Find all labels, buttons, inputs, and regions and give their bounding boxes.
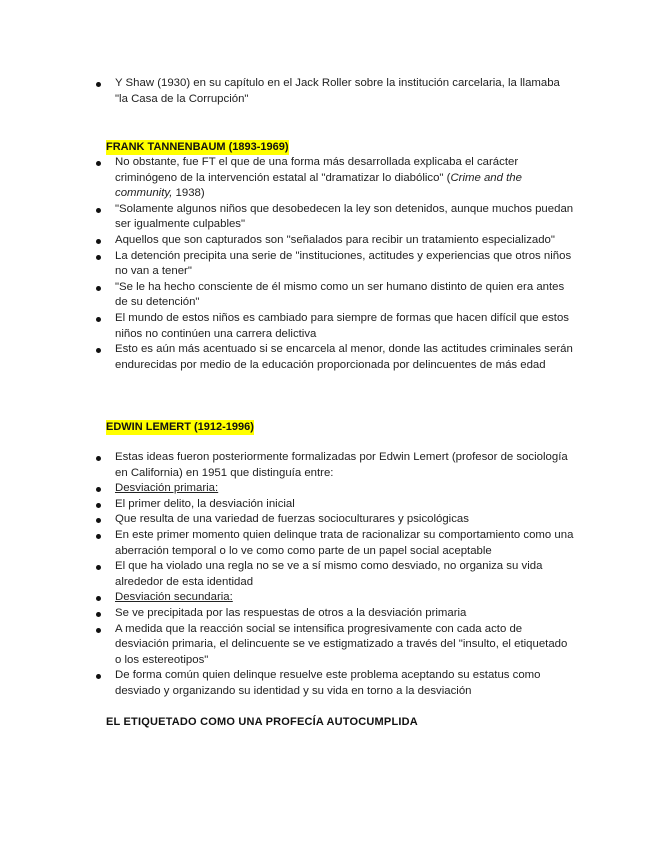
- list-item: No obstante, fue FT el que de una forma más desarrollada explicaba el carácter criminógeno de la intervención estatal al "dramatizar lo diabólico" (Crime and the community, 1938): [95, 155, 575, 202]
- bullet-icon: [96, 239, 101, 244]
- list-item: "Se le ha hecho consciente de él mismo como un ser humano distinto de quien era antes de su detención": [95, 280, 575, 311]
- bullet-icon: [96, 674, 101, 679]
- lemert-list: [95, 450, 575, 700]
- list-item: La detención precipita una serie de "instituciones, actitudes y experiencias que otros niños no van a tener": [95, 249, 575, 280]
- intro-list: [95, 76, 575, 107]
- bullet-icon: [96, 255, 101, 260]
- bullet-icon: [96, 208, 101, 213]
- list-item: Se ve precipitada por las respuestas de otros a la desviación primaria: [95, 606, 575, 622]
- list-item: De forma común quien delinque resuelve este problema aceptando su estatus como desviado y organizando su identidad y su vida en torno a la desviación: [95, 668, 575, 699]
- subheading-primary-deviance: Desviación primaria:: [115, 482, 219, 495]
- list-item: [95, 481, 575, 497]
- bullet-icon: [96, 161, 101, 166]
- section-heading-tannenbaum: FRANK TANNENBAUM (1893-1969): [106, 141, 289, 153]
- list-item: "Solamente algunos niños que desobedecen la ley son detenidos, aunque muchos puedan ser igualmente culpables": [95, 202, 575, 233]
- bullet-icon: [96, 348, 101, 353]
- bullet-icon: [96, 456, 101, 461]
- list-item: Que resulta de una variedad de fuerzas socioculturares y psicológicas: [95, 512, 575, 528]
- list-item: El que ha violado una regla no se ve a sí mismo como desviado, no organiza su vida alrededor de esta identidad: [95, 559, 575, 590]
- section-heading-profecia: EL ETIQUETADO COMO UNA PROFECÍA AUTOCUMPLIDA: [106, 716, 418, 728]
- list-item: El primer delito, la desviación inicial: [95, 497, 575, 513]
- bullet-icon: [96, 518, 101, 523]
- list-item: Y Shaw (1930) en su capítulo en el Jack Roller sobre la institución carcelaria, la llamaba "la Casa de la Corrupción": [95, 76, 575, 107]
- list-item: Estas ideas fueron posteriormente formalizadas por Edwin Lemert (profesor de sociología en California) en 1951 que distinguía entre:: [95, 450, 575, 481]
- list-item: Aquellos que son capturados son "señalados para recibir un tratamiento especializado": [95, 233, 575, 249]
- list-item: [95, 590, 575, 606]
- list-item: En este primer momento quien delinque trata de racionalizar su comportamiento como una aberración temporal o lo ve como como parte de un papel social aceptable: [95, 528, 575, 559]
- list-item: A medida que la reacción social se intensifica progresivamente con cada acto de desviación primaria, el delincuente se ve estigmatizado a través del "insulto, el etiquetado o los estereotipos": [95, 622, 575, 669]
- bullet-icon: [96, 503, 101, 508]
- list-item: Esto es aún más acentuado si se encarcela al menor, donde las actitudes criminales serán endurecidas por medio de la educación proporcionada por delincuentes de más edad: [95, 342, 575, 373]
- bullet-icon: [96, 596, 101, 601]
- tannenbaum-list: [95, 155, 575, 373]
- bullet-icon: [96, 628, 101, 633]
- list-item: El mundo de estos niños es cambiado para siempre de formas que hacen difícil que estos niños no continúen una carrera delictiva: [95, 311, 575, 342]
- bullet-icon: [96, 286, 101, 291]
- bullet-icon: [96, 565, 101, 570]
- bullet-icon: [96, 82, 101, 87]
- bullet-icon: [96, 612, 101, 617]
- bullet-icon: [96, 317, 101, 322]
- subheading-secondary-deviance: Desviación secundaria:: [115, 591, 233, 604]
- bullet-icon: [96, 487, 101, 492]
- bullet-icon: [96, 534, 101, 539]
- section-heading-lemert: EDWIN LEMERT (1912-1996): [106, 421, 254, 433]
